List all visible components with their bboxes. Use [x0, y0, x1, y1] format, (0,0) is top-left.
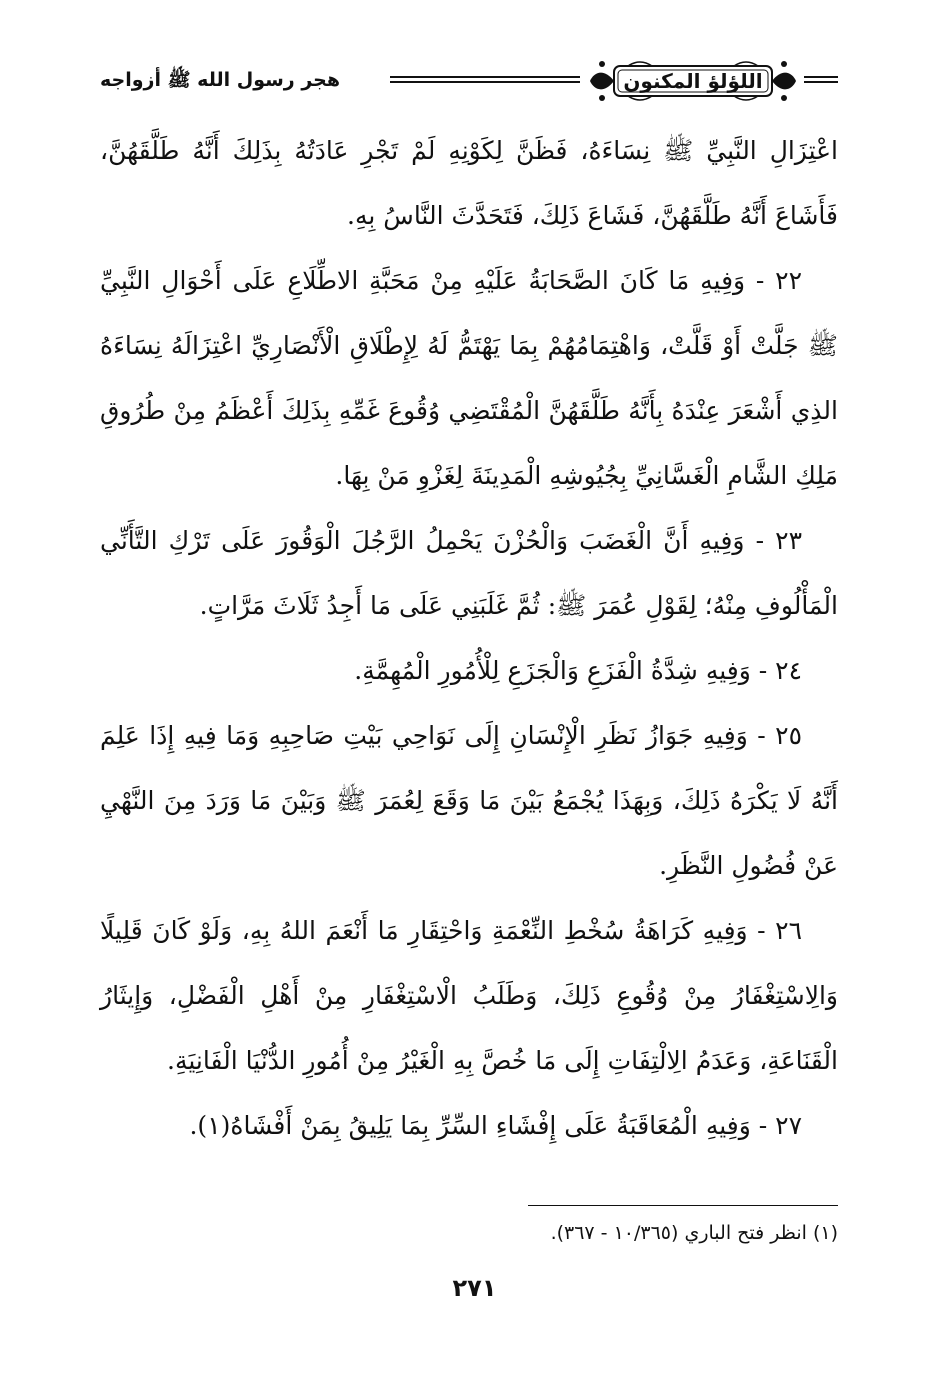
- main-text: [100, 118, 838, 1158]
- point-26: ٢٦ - وَفِيهِ كَرَاهَةُ سُخْطِ النِّعْمَةِ وَاحْتِقَارِ مَا أَنْعَمَ اللهُ بِهِ، وَلَوْ كَانَ قَلِيلًا وَالِاسْتِغْفَارُ مِنْ وُقُوعِ ذَلِكَ، وَطَلَبُ الْاسْتِغْفَارِ مِنْ أَهْلِ الْفَضْلِ، وَإِيثَارُ الْقَنَاعَةِ، وَعَدَمُ الِالْتِفَاتِ إِلَى مَا خُصَّ بِهِ الْغَيْرُ مِنْ أُمُورِ الدُّنْيَا الْفَانِيَةِ.: [100, 916, 838, 1075]
- footnote: (١) انظر فتح الباري (١٠/٣٦٥ - ٣٦٧).: [550, 1222, 838, 1244]
- point-25: ٢٥ - وَفِيهِ جَوَازُ نَظَرِ الْإِنْسَانِ إِلَى نَوَاحِي بَيْتِ صَاحِبِهِ وَمَا فِيهِ إِذَا عَلِمَ أَنَّهُ لَا يَكْرَهُ ذَلِكَ، وَبِهَذَا يُجْمَعُ بَيْنَ مَا وَقَعَ لِعُمَرَ ﷺ وَبَيْنَ مَا وَرَدَ مِنَ النَّهْيِ عَنْ فُضُولِ النَّظَرِ.: [100, 721, 838, 880]
- running-header: [100, 56, 838, 108]
- header-rule-right: [804, 76, 838, 83]
- page-number: ٢٧١: [452, 1274, 497, 1302]
- book-title: اللؤلؤ المكنون: [623, 69, 763, 93]
- book-title-frame: [588, 58, 798, 104]
- header-rule-middle: [390, 76, 580, 83]
- paragraph-continuation: اعْتِزَالِ النَّبِيِّ ﷺ نِسَاءَهُ، فَظَنَّ لِكَوْنِهِ لَمْ تَجْرِ عَادَتُهُ بِذَلِكَ أَنَّهُ طَلَّقَهُنَّ، فَأَشَاعَ أَنَّهُ طَلَّقَهُنَّ، فَشَاعَ ذَلِكَ، فَتَحَدَّثَ النَّاسُ بِهِ.: [100, 136, 838, 230]
- footnote-divider: [528, 1205, 838, 1206]
- point-27: ٢٧ - وَفِيهِ الْمُعَاقَبَةُ عَلَى إِفْشَاءِ السِّرِّ بِمَا يَلِيقُ بِمَنْ أَفْشَاهُ(١).: [189, 1111, 802, 1140]
- point-23: ٢٣ - وَفِيهِ أَنَّ الْغَضَبَ وَالْحُزْنَ يَحْمِلُ الرَّجُلَ الْوَقُورَ عَلَى تَرْكِ التَّأَنِّي الْمَأْلُوفِ مِنْهُ؛ لِقَوْلِ عُمَرَ ﷺ: ثُمَّ غَلَبَنِي عَلَى مَا أَجِدُ ثَلَاثَ مَرَّاتٍ.: [100, 526, 838, 620]
- chapter-title: هجر رسول الله ﷺ أزواجه: [100, 69, 341, 91]
- point-24: ٢٤ - وَفِيهِ شِدَّةُ الْفَزَعِ وَالْجَزَعِ لِلْأُمُورِ الْمُهِمَّةِ.: [354, 656, 802, 685]
- point-22: ٢٢ - وَفِيهِ مَا كَانَ الصَّحَابَةُ عَلَيْهِ مِنْ مَحَبَّةِ الاطِّلَاعِ عَلَى أَحْوَالِ النَّبِيِّ ﷺ جَلَّتْ أَوْ قَلَّتْ، وَاهْتِمَامُهُمْ بِمَا يَهْتَمُّ لَهُ لِإِطْلَاقِ الْأَنْصَارِيِّ اعْتِزَالَهُ نِسَاءَهُ الذِي أَشْعَرَ عِنْدَهُ بِأَنَّهُ طَلَّقَهُنَّ الْمُقْتَضِي وُقُوعَ غَمِّهِ بِذَلِكَ أَعْظَمُ مِنْ طُرُوقِ مَلِكِ الشَّامِ الْغَسَّانِيِّ بِجُيُوشِهِ الْمَدِينَةَ لِغَزْوِ مَنْ بِهَا.: [100, 266, 838, 490]
